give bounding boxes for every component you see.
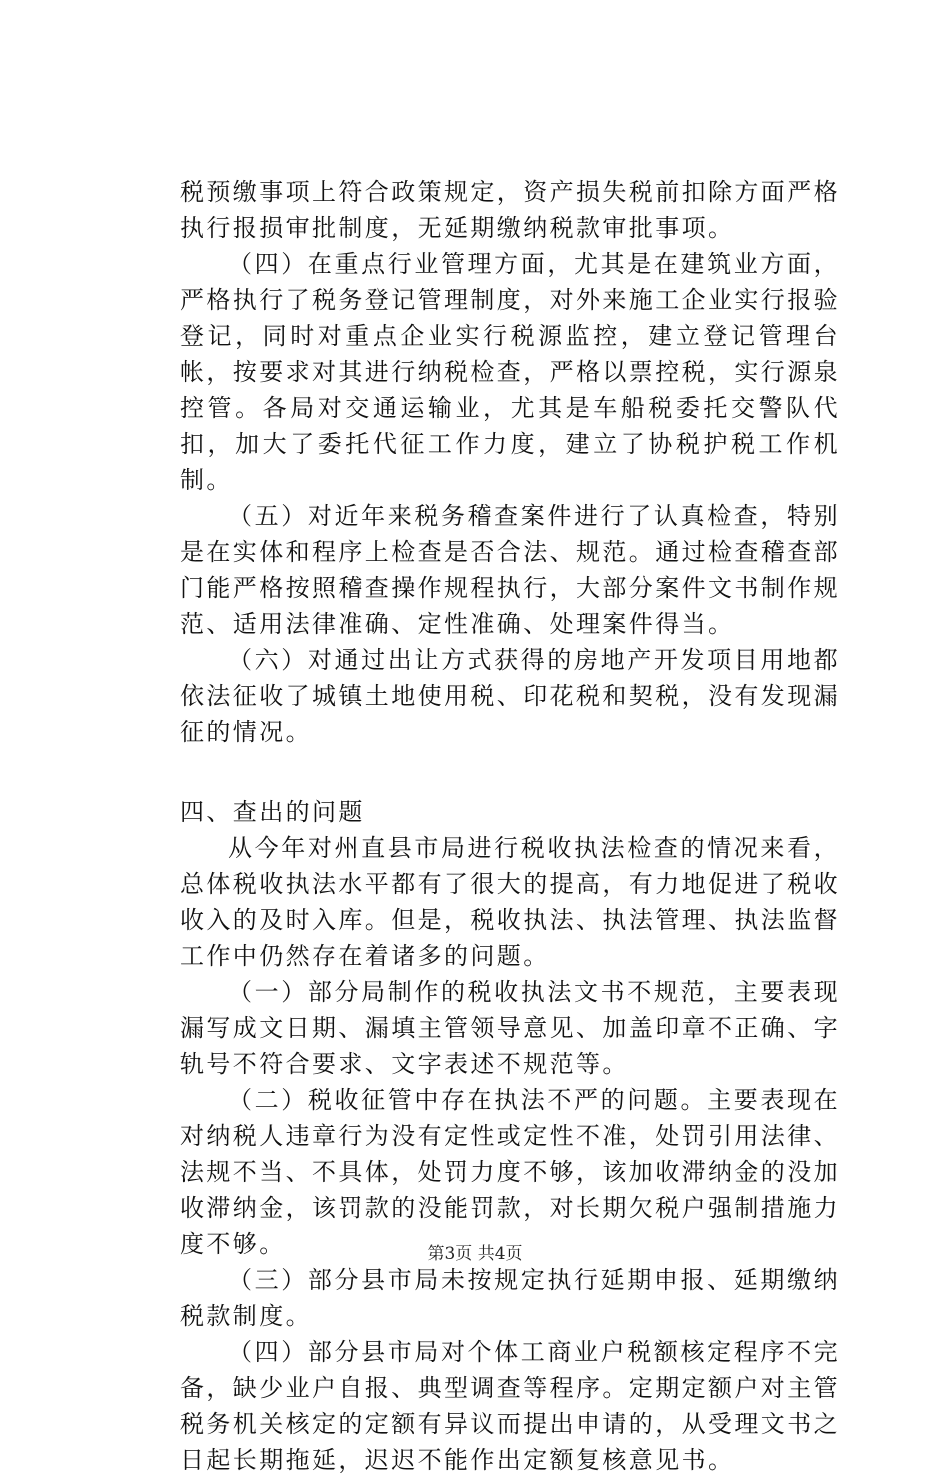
- paragraph-continuation: 税预缴事项上符合政策规定，资产损失税前扣除方面严格执行报损审批制度，无延期缴纳税款审批事项。: [180, 178, 840, 242]
- paragraph-item-5: （五）对近年来税务稽查案件进行了认真检查，特别是在实体和程序上检查是否合法、规范。通过检查稽查部门能严格按照稽查操作规程执行，大部分案件文书制作规范、适用法律准确、定性准确、处理案件得当。: [180, 502, 840, 638]
- paragraph-problem-4: （四）部分县市局对个体工商业户税额核定程序不完备，缺少业户自报、典型调查等程序。定期定额户对主管税务机关核定的定额有异议而提出申请的，从受理文书之日起长期拖延，迟迟不能作出定额复核意见书。: [180, 1338, 840, 1474]
- paragraph-item-6: （六）对通过出让方式获得的房地产开发项目用地都依法征收了城镇土地使用税、印花税和契税，没有发现漏征的情况。: [180, 646, 840, 746]
- paragraph-problem-2: （二）税收征管中存在执法不严的问题。主要表现在对纳税人违章行为没有定性或定性不准，处罚引用法律、法规不当、不具体，处罚力度不够，该加收滞纳金的没加收滞纳金，该罚款的没能罚款，对长期欠税户强制措施力度不够。: [180, 1086, 840, 1258]
- paragraph-intro: 从今年对州直县市局进行税收执法检查的情况来看，总体税收执法水平都有了很大的提高，有力地促进了税收收入的及时入库。但是，税收执法、执法管理、执法监督工作中仍然存在着诸多的问题。: [180, 834, 840, 970]
- page-number-footer: 第3页 共4页: [427, 1244, 523, 1264]
- section-heading: 四、查出的问题: [180, 798, 365, 826]
- paragraph-item-4: （四）在重点行业管理方面，尤其是在建筑业方面，严格执行了税务登记管理制度，对外来施工企业实行报验登记，同时对重点企业实行税源监控，建立登记管理台帐，按要求对其进行纳税检查，严格以票控税，实行源泉控管。各局对交通运输业，尤其是车船税委托交警队代扣，加大了委托代征工作力度，建立了协税护税工作机制。: [180, 250, 840, 494]
- document-body: [180, 174, 840, 1478]
- paragraph-problem-3: （三）部分县市局未按规定执行延期申报、延期缴纳税款制度。: [180, 1266, 840, 1330]
- paragraph-problem-1: （一）部分局制作的税收执法文书不规范，主要表现漏写成文日期、漏填主管领导意见、加盖印章不正确、字轨号不符合要求、文字表述不规范等。: [180, 978, 840, 1078]
